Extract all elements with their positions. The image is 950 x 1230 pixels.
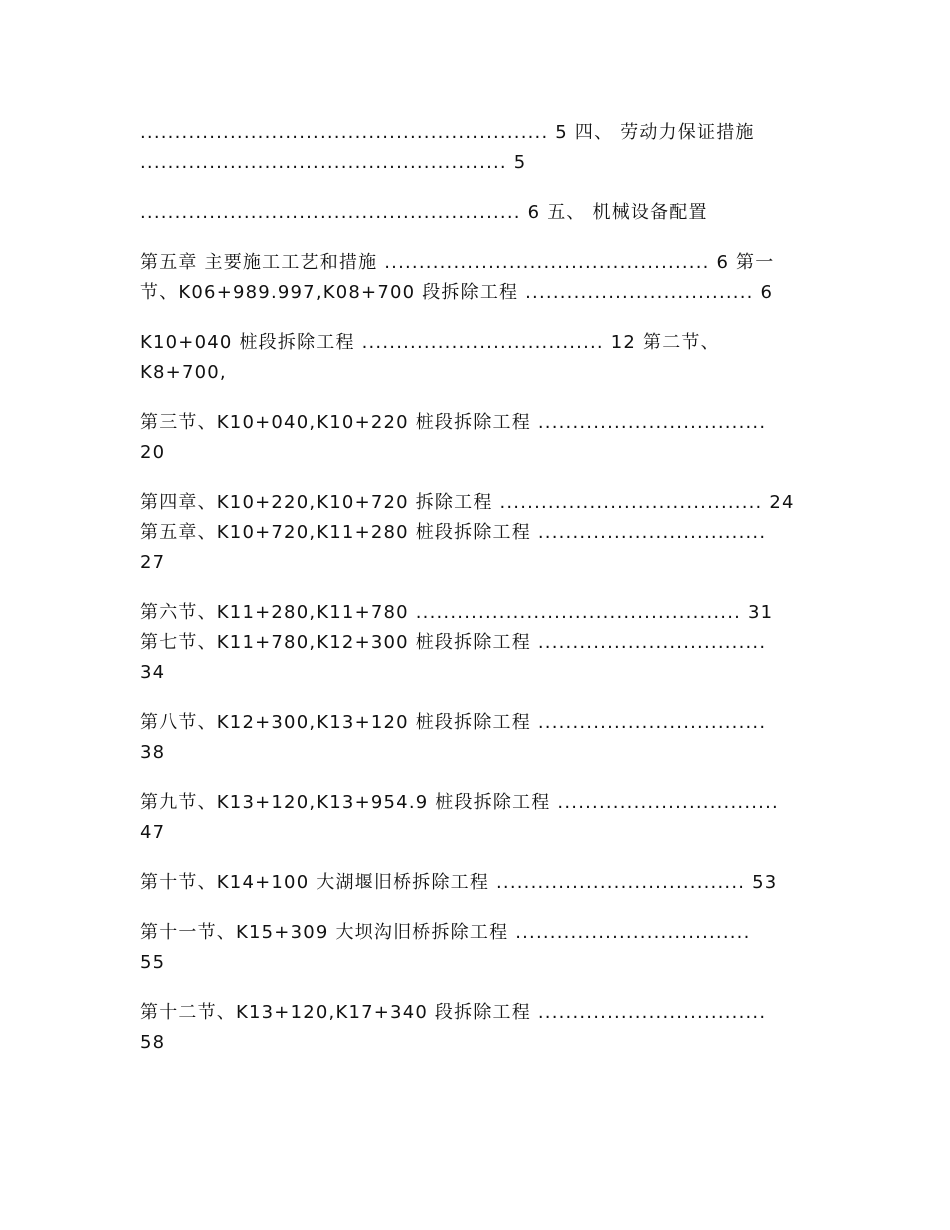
toc-line: 第八节、K12+300,K13+120 桩段拆除工程 ................................. xyxy=(140,712,767,733)
toc-line: ........................................................... 5 四、 劳动力保证措施 xyxy=(140,122,755,143)
toc-line: 第十节、K14+100 大湖堰旧桥拆除工程 .................................... 53 xyxy=(140,872,778,893)
toc-entry xyxy=(140,918,820,978)
toc-line: 47 xyxy=(140,822,166,843)
toc-line: 第三节、K10+040,K10+220 桩段拆除工程 ................................. xyxy=(140,412,767,433)
toc-line: ..................................................... 5 xyxy=(140,152,527,173)
table-of-contents xyxy=(140,118,820,1058)
paragraph-gap xyxy=(140,978,820,998)
toc-entry xyxy=(140,408,820,468)
toc-line: 34 xyxy=(140,662,166,683)
toc-line: 第十一节、K15+309 大坝沟旧桥拆除工程 .................................. xyxy=(140,922,751,943)
toc-line: 节、K06+989.997,K08+700 段拆除工程 ................................. 6 xyxy=(140,282,774,303)
paragraph-gap xyxy=(140,578,820,598)
paragraph-gap xyxy=(140,688,820,708)
toc-line: 58 xyxy=(140,1032,166,1053)
toc-entry xyxy=(140,118,820,178)
paragraph-gap xyxy=(140,768,820,788)
toc-line: 第十二节、K13+120,K17+340 段拆除工程 ................................. xyxy=(140,1002,767,1023)
toc-line: 第五章、K10+720,K11+280 桩段拆除工程 ................................. xyxy=(140,522,767,543)
toc-entry xyxy=(140,998,820,1058)
toc-entry xyxy=(140,328,820,388)
toc-entry xyxy=(140,248,820,308)
paragraph-gap xyxy=(140,388,820,408)
paragraph-gap xyxy=(140,178,820,198)
paragraph-gap xyxy=(140,898,820,918)
toc-line: 第九节、K13+120,K13+954.9 桩段拆除工程 ................................ xyxy=(140,792,779,813)
toc-entry xyxy=(140,198,820,228)
toc-line: 第四章、K10+220,K10+720 拆除工程 ...................................... 24 xyxy=(140,492,795,513)
toc-line: K8+700, xyxy=(140,362,227,383)
toc-line: 38 xyxy=(140,742,166,763)
paragraph-gap xyxy=(140,228,820,248)
toc-entry xyxy=(140,598,820,688)
toc-entry xyxy=(140,788,820,848)
paragraph-gap xyxy=(140,468,820,488)
toc-line: 第六节、K11+280,K11+780 ............................................... 31 xyxy=(140,602,774,623)
toc-line: 第五章 主要施工工艺和措施 ............................................... 6 第一 xyxy=(140,252,775,273)
paragraph-gap xyxy=(140,308,820,328)
toc-entry xyxy=(140,708,820,768)
paragraph-gap xyxy=(140,848,820,868)
toc-line: K10+040 桩段拆除工程 ................................... 12 第二节、 xyxy=(140,332,720,353)
toc-line: 20 xyxy=(140,442,166,463)
toc-line: 第七节、K11+780,K12+300 桩段拆除工程 ................................. xyxy=(140,632,767,653)
toc-entry xyxy=(140,488,820,578)
toc-line: 27 xyxy=(140,552,166,573)
toc-line: 55 xyxy=(140,952,166,973)
toc-entry xyxy=(140,868,820,898)
toc-line: ....................................................... 6 五、 机械设备配置 xyxy=(140,202,708,223)
